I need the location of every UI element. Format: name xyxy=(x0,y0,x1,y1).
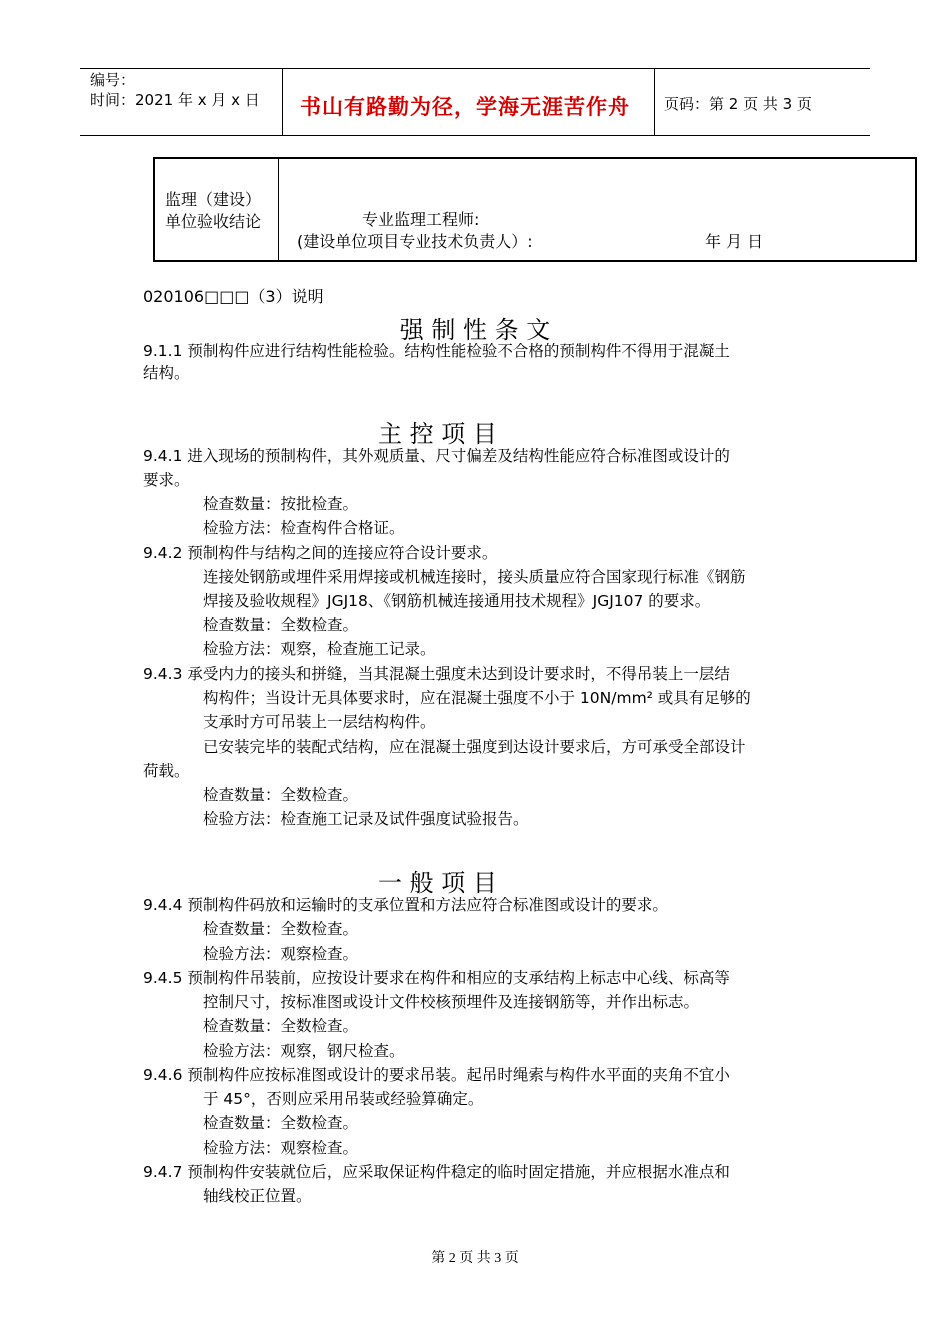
clause-line: 9.4.3 承受内力的接头和拼缝，当其混凝土强度未达到设计要求时，不得吊装上一层结 xyxy=(143,665,730,683)
inspection-quantity: 检查数量：全数检查。 xyxy=(203,920,359,938)
clause-line: 荷载。 xyxy=(143,762,190,780)
footer-page-number: 第 2 页 共 3 页 xyxy=(431,1251,519,1266)
inspection-quantity: 检查数量：全数检查。 xyxy=(203,1017,359,1035)
header-motto: 书山有路勤为径，学海无涯苦作舟 xyxy=(300,95,630,119)
inspection-quantity: 检查数量：全数检查。 xyxy=(203,1114,359,1132)
general-items-heading: 一 般 项 目 xyxy=(378,869,497,897)
clause-line: 9.4.2 预制构件与结构之间的连接应符合设计要求。 xyxy=(143,544,498,562)
inspection-method: 检验方法：观察，钢尺检查。 xyxy=(203,1042,405,1060)
clause-line: 于 45°，否则应采用吊装或经验算确定。 xyxy=(203,1090,484,1108)
supervising-engineer-label: 专业监理工程师: xyxy=(362,210,480,229)
clause-line: 连接处钢筋或埋件采用焊接或机械连接时，接头质量应符合国家现行标准《钢筋 xyxy=(203,568,746,586)
date-label: 时间：2021 年 x 月 x 日 xyxy=(90,91,260,109)
inspection-method: 检验方法：观察，检查施工记录。 xyxy=(203,640,436,658)
clause-line: 9.4.5 预制构件吊装前，应按设计要求在构件和相应的支承结构上标志中心线、标高等 xyxy=(143,969,730,987)
header-divider-right xyxy=(654,68,655,135)
clause-line: 要求。 xyxy=(143,471,190,489)
main-items-heading: 主 控 项 目 xyxy=(378,420,497,448)
header-divider-left xyxy=(282,68,283,135)
clause-line: 轴线校正位置。 xyxy=(203,1187,312,1205)
inspection-method: 检验方法：观察检查。 xyxy=(203,945,359,963)
mandatory-clause-line: 结构。 xyxy=(143,364,190,382)
clause-line: 9.4.7 预制构件安装就位后，应采取保证构件稳定的临时固定措施，并应根据水准点和 xyxy=(143,1163,730,1181)
owner-representative-label: (建设单位项目专业技术负责人）: xyxy=(297,232,533,251)
clause-line: 支承时方可吊装上一层结构构件。 xyxy=(203,713,436,731)
mandatory-heading: 强 制 性 条 文 xyxy=(399,316,551,344)
mandatory-clause-line: 9.1.1 预制构件应进行结构性能检验。结构性能检验不合格的预制构件不得用于混凝土 xyxy=(143,342,730,360)
acceptance-label-line1: 监理（建设） xyxy=(165,190,262,209)
inspection-method: 检验方法：检查构件合格证。 xyxy=(203,519,405,537)
page-info: 页码：第 2 页 共 3 页 xyxy=(664,95,812,113)
acceptance-date: 年 月 日 xyxy=(705,232,764,251)
clause-line: 构构件；当设计无具体要求时，应在混凝土强度不小于 10N/mm² 或具有足够的 xyxy=(203,689,751,707)
inspection-quantity: 检查数量：全数检查。 xyxy=(203,786,359,804)
header-bottom-rule xyxy=(80,135,870,136)
clause-line: 已安装完毕的装配式结构，应在混凝土强度到达设计要求后，方可承受全部设计 xyxy=(203,738,746,756)
clause-line: 焊接及验收规程》JGJ18、《钢筋机械连接通用技术规程》JGJ107 的要求。 xyxy=(203,592,711,610)
acceptance-label-line2: 单位验收结论 xyxy=(165,212,262,231)
acceptance-table-divider xyxy=(278,159,279,260)
inspection-quantity: 检查数量：按批检查。 xyxy=(203,495,359,513)
code-title: 020106□□□（3）说明 xyxy=(143,287,324,306)
inspection-method: 检验方法：检查施工记录及试件强度试验报告。 xyxy=(203,810,529,828)
clause-line: 9.4.1 进入现场的预制构件，其外观质量、尺寸偏差及结构性能应符合标准图或设计的 xyxy=(143,447,730,465)
acceptance-table xyxy=(153,157,917,262)
inspection-quantity: 检查数量：全数检查。 xyxy=(203,616,359,634)
inspection-method: 检验方法：观察检查。 xyxy=(203,1139,359,1157)
header-top-rule xyxy=(80,68,870,69)
serial-label: 编号： xyxy=(90,71,136,89)
clause-line: 控制尺寸，按标准图或设计文件校核预埋件及连接钢筋等，并作出标志。 xyxy=(203,993,700,1011)
clause-line: 9.4.6 预制构件应按标准图或设计的要求吊装。起吊时绳索与构件水平面的夹角不宜小 xyxy=(143,1066,730,1084)
clause-line: 9.4.4 预制构件码放和运输时的支承位置和方法应符合标准图或设计的要求。 xyxy=(143,896,668,914)
